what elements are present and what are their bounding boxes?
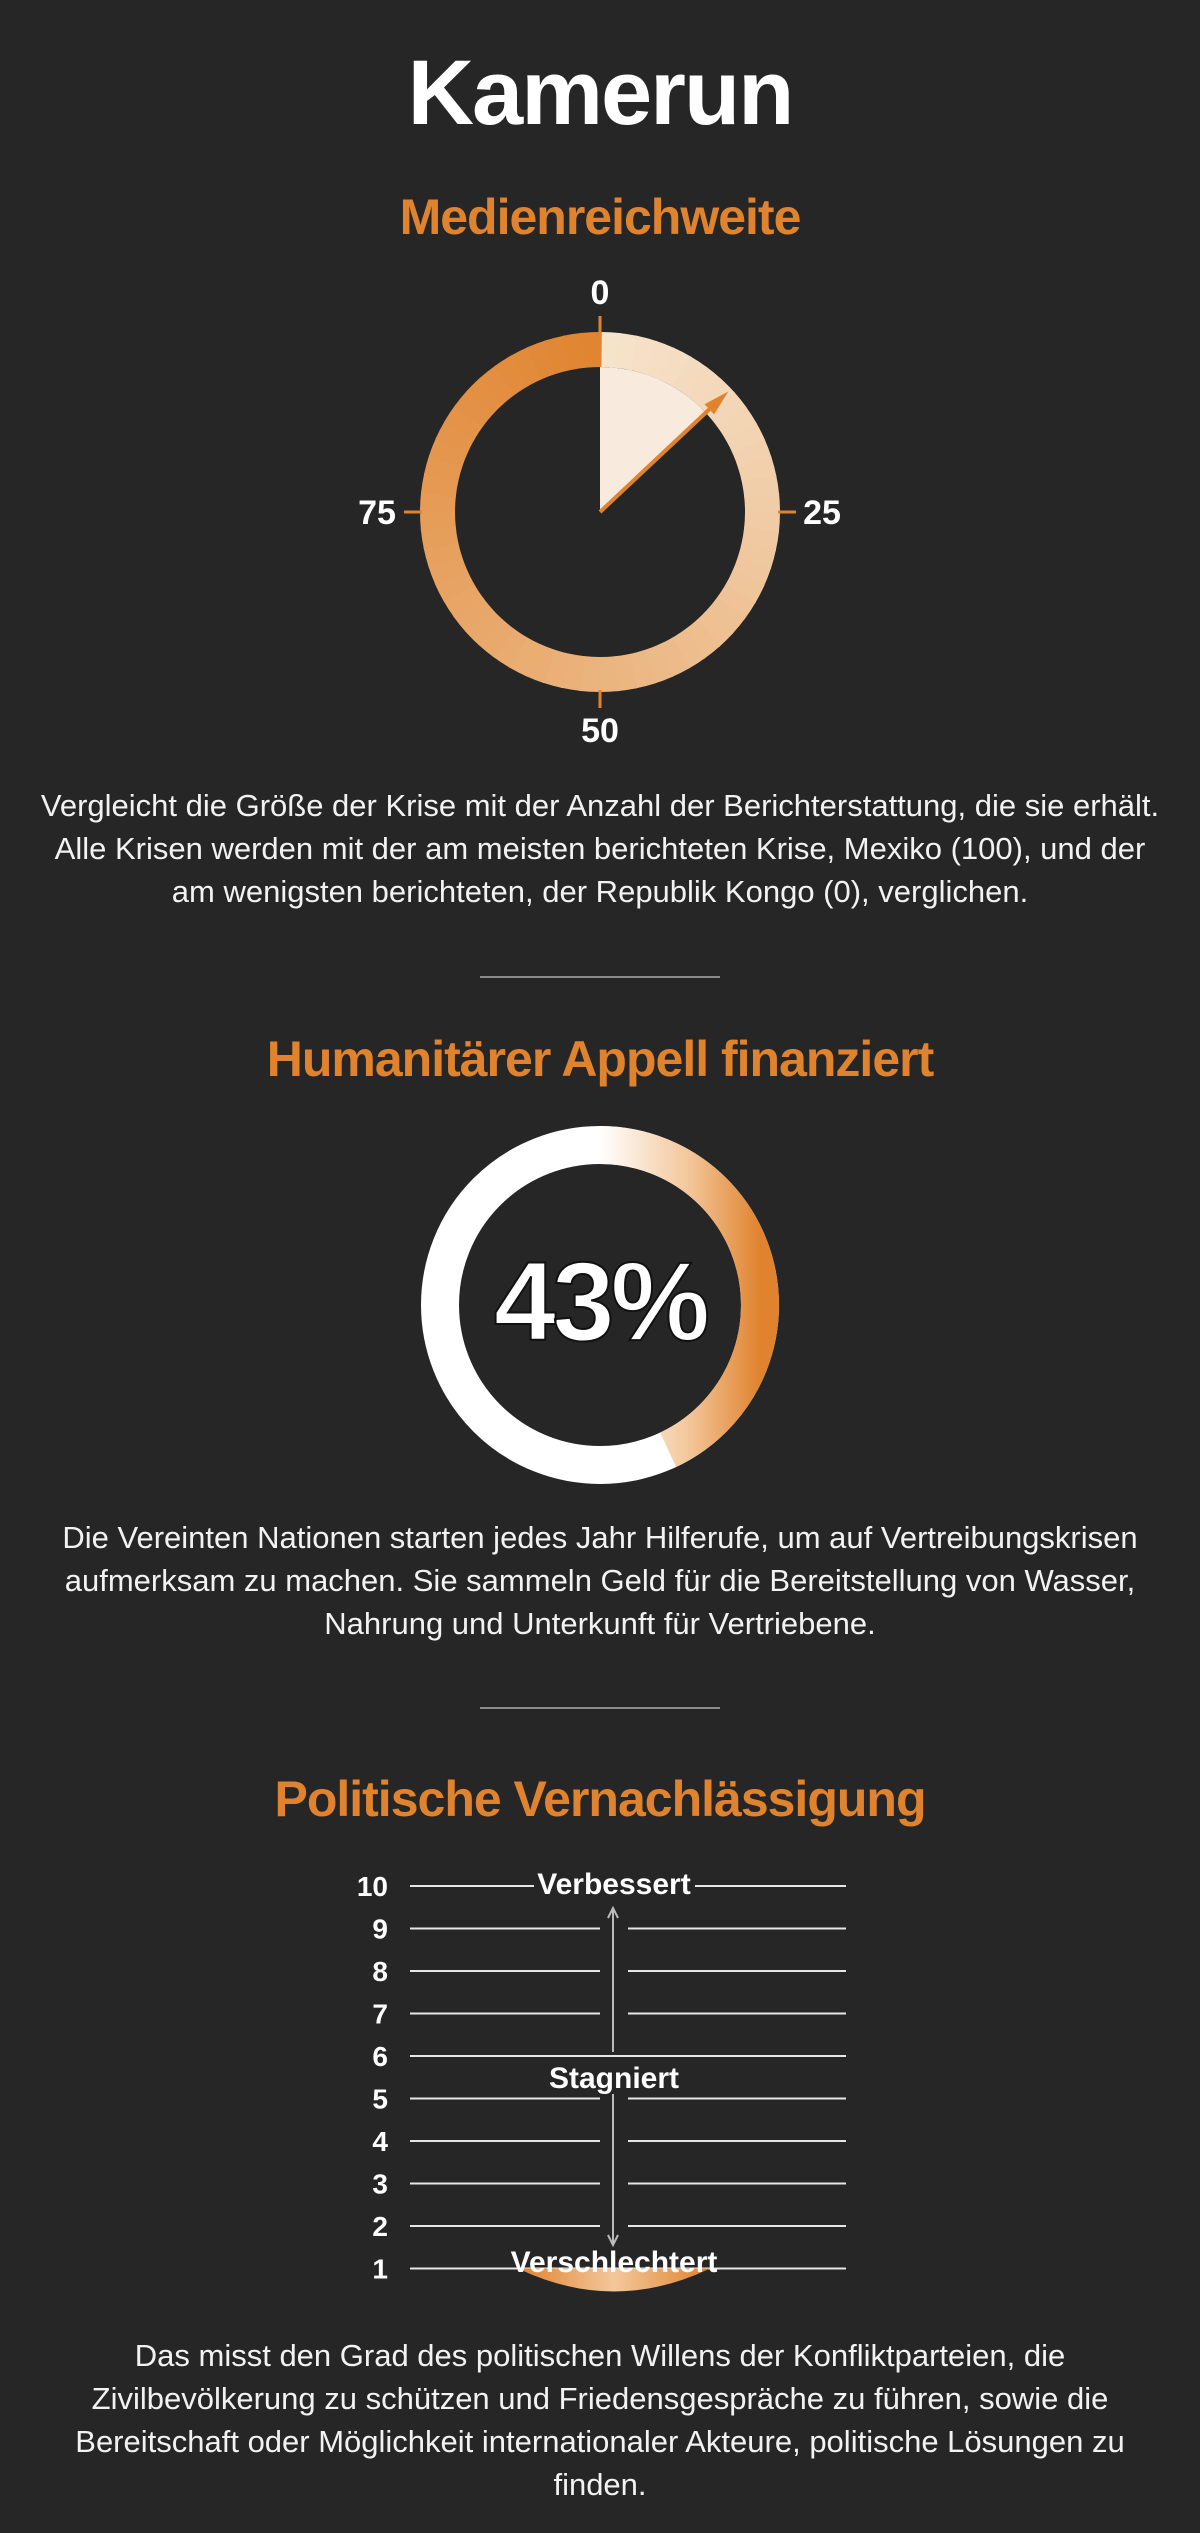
donut-value-label: 43% [493,1239,707,1364]
political-description: Das misst den Grad des politischen Willens der Konfliktparteien, die Zivilbevölkerung zu schützen und Friedensgespräche zu führen, sowie die Bereitschaft oder Möglichkeit internationaler Akteure, politische Lösungen zu finden. [75,2338,1125,2502]
gauge-tick-label-50: 50 [581,712,619,750]
scale-level-label: 2 [372,2211,388,2242]
scale-level-label: 3 [372,2168,388,2200]
scale-label-middle: Stagniert [548,2062,680,2095]
gauge-tick-label-75: 75 [358,494,396,532]
scale-level-label: 5 [372,2083,388,2115]
section-divider [480,1707,720,1709]
media-reach-description: Vergleicht die Größe der Krise mit der Anzahl der Berichterstattung, die sie erhält. Alle Krisen werden mit der am meisten berichteten Krise, Mexiko (100), und der am wenigsten berichteten, der Republik Kongo (0), verglichen. [40,788,1160,909]
political-scale [0,1850,1200,2310]
media-reach-heading: Medienreichweite [399,189,801,245]
scale-level-label: 8 [372,1956,388,1987]
scale-level-label: 9 [372,1913,388,1945]
political-heading: Politische Vernachlässigung [274,1771,926,1827]
scale-level-label: 10 [356,1871,388,1902]
scale-label-bottom: Verschlechtert [510,2246,718,2279]
page-title: Kamerun [407,42,793,144]
section-divider [480,976,720,978]
media-reach-gauge [0,0,1200,780]
funding-donut [0,1100,1200,1500]
funding-description: Die Vereinten Nationen starten jedes Jahr Hilferufe, um auf Vertreibungskrisen aufmerksam zu machen. Sie sammeln Geld für die Bereitstellung von Wasser, Nahrung und Unterkunft für Vertriebene. [62,1520,1138,1641]
funding-heading: Humanitärer Appell finanziert [266,1031,934,1087]
scale-level-label: 4 [372,2126,388,2157]
scale-level-label: 1 [372,2253,388,2285]
gauge-tick-label-25: 25 [803,494,841,532]
scale-level-label: 6 [372,2041,388,2072]
scale-label-top: Verbessert [537,1868,691,1901]
scale-level-label: 7 [372,1998,388,2030]
gauge-tick-label-0: 0 [590,274,610,312]
